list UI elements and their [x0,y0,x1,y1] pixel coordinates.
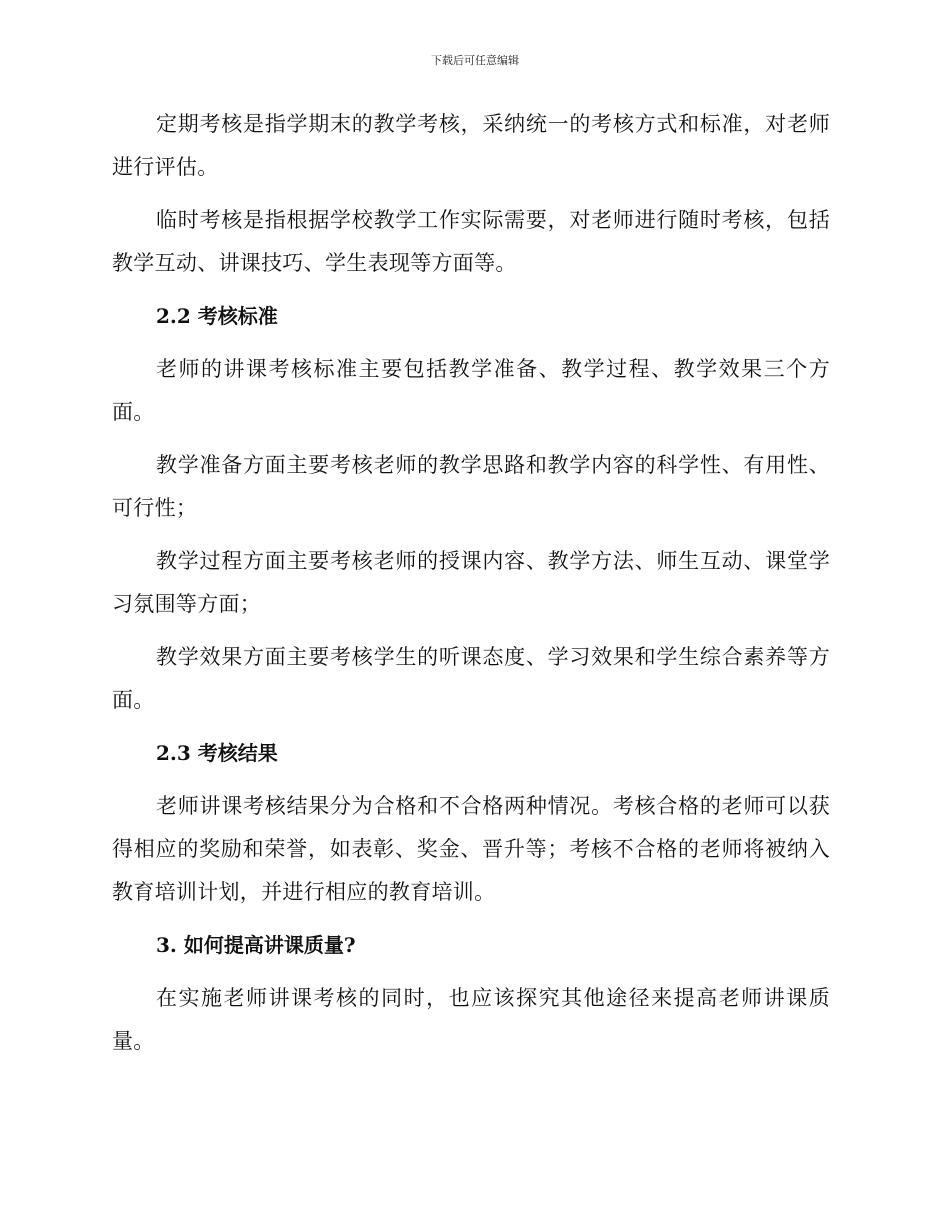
section-heading-assessment-results: 2.3 考核结果 [156,741,278,765]
paragraph-temporary-assessment: 临时考核是指根据学校教学工作实际需要，对老师进行随时考核，包括教学互动、讲课技巧、学生表现等方面等。 [112,208,830,275]
paragraph-teaching-preparation: 教学准备方面主要考核老师的教学思路和教学内容的科学性、有用性、可行性； [112,453,830,520]
paragraph-results: 老师讲课考核结果分为合格和不合格两种情况。考核合格的老师可以获得相应的奖励和荣誉，如表彰、奖金、晋升等；考核不合格的老师将被纳入教育培训计划，并进行相应的教育培训。 [112,794,830,904]
section-heading-improve-quality: 3. 如何提高讲课质量? [156,933,356,957]
paragraph-standards-overview: 老师的讲课考核标准主要包括教学准备、教学过程、教学效果三个方面。 [112,357,830,424]
paragraph-teaching-effect: 教学效果方面主要考核学生的听课态度、学习效果和学生综合素养等方面。 [112,645,830,712]
page-header: 下载后可任意编辑 [431,54,519,67]
document-body [112,103,830,1073]
paragraph-periodic-assessment: 定期考核是指学期末的教学考核，采纳统一的考核方式和标准，对老师进行评估。 [112,112,830,179]
paragraph-teaching-process: 教学过程方面主要考核老师的授课内容、教学方法、师生互动、课堂学习氛围等方面； [112,549,830,616]
paragraph-improve-quality: 在实施老师讲课考核的同时，也应该探究其他途径来提高老师讲课质量。 [112,986,830,1053]
section-heading-assessment-standards: 2.2 考核标准 [156,304,278,328]
